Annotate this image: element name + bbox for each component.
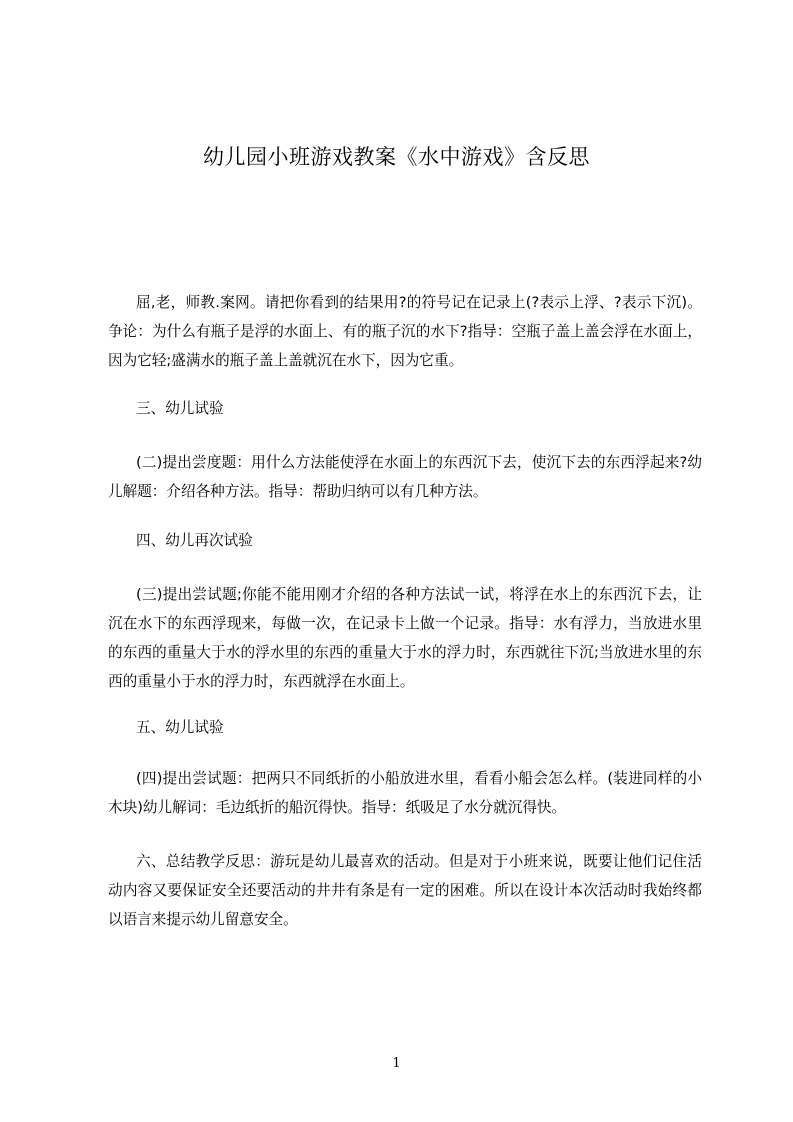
paragraph-observation: 屈,老，师教.案网。请把你看到的结果用?的符号记在记录上(?表示上浮、?表示下沉)。争论：为什么有瓶子是浮的水面上、有的瓶子沉的水下?指导：空瓶子盖上盖会浮在水面上，因为它轻;盛满水的瓶子盖上盖就沉在水下，因为它重。 [108,294,702,369]
paragraph-reflection: 六、总结教学反思：游玩是幼儿最喜欢的活动。但是对于小班来说，既要让他们记住活动内容又要保证安全还要活动的井井有条是有一定的困难。所以在设计本次活动时我始终都以语言来提示幼儿留意安全。 [108,853,702,928]
section-heading-4: 四、幼儿再次试验 [136,532,253,549]
section-heading-3: 三、幼儿试验 [136,400,224,417]
page-number: 1 [392,1056,401,1071]
paragraph-question-2: (二)提出尝度题：用什么方法能使浮在水面上的东西沉下去，使沉下去的东西浮起来?幼儿解题：介绍各种方法。指导：帮助归纳可以有几种方法。 [108,454,702,500]
paragraph-question-3: (三)提出尝试题;你能不能用刚才介绍的各种方法试一试，将浮在水上的东西沉下去，让沉在水下的东西浮现来，每做一次，在记录卡上做一个记录。指导：水有浮力，当放进水里的东西的重量大于水的浮水里的东西的重量大于水的浮力时，东西就往下沉;当放进水里的东西的重量小于水的浮力时，东西就浮在水面上。 [108,586,702,690]
paragraph-question-4: (四)提出尝试题：把两只不同纸折的小船放进水里，看看小船会怎么样。(装进同样的小木块)幼儿解词：毛边纸折的船沉得快。指导：纸吸足了水分就沉得快。 [108,770,702,816]
document-title: 幼儿园小班游戏教案《水中游戏》含反思 [203,145,590,169]
section-heading-5: 五、幼儿试验 [136,719,224,736]
